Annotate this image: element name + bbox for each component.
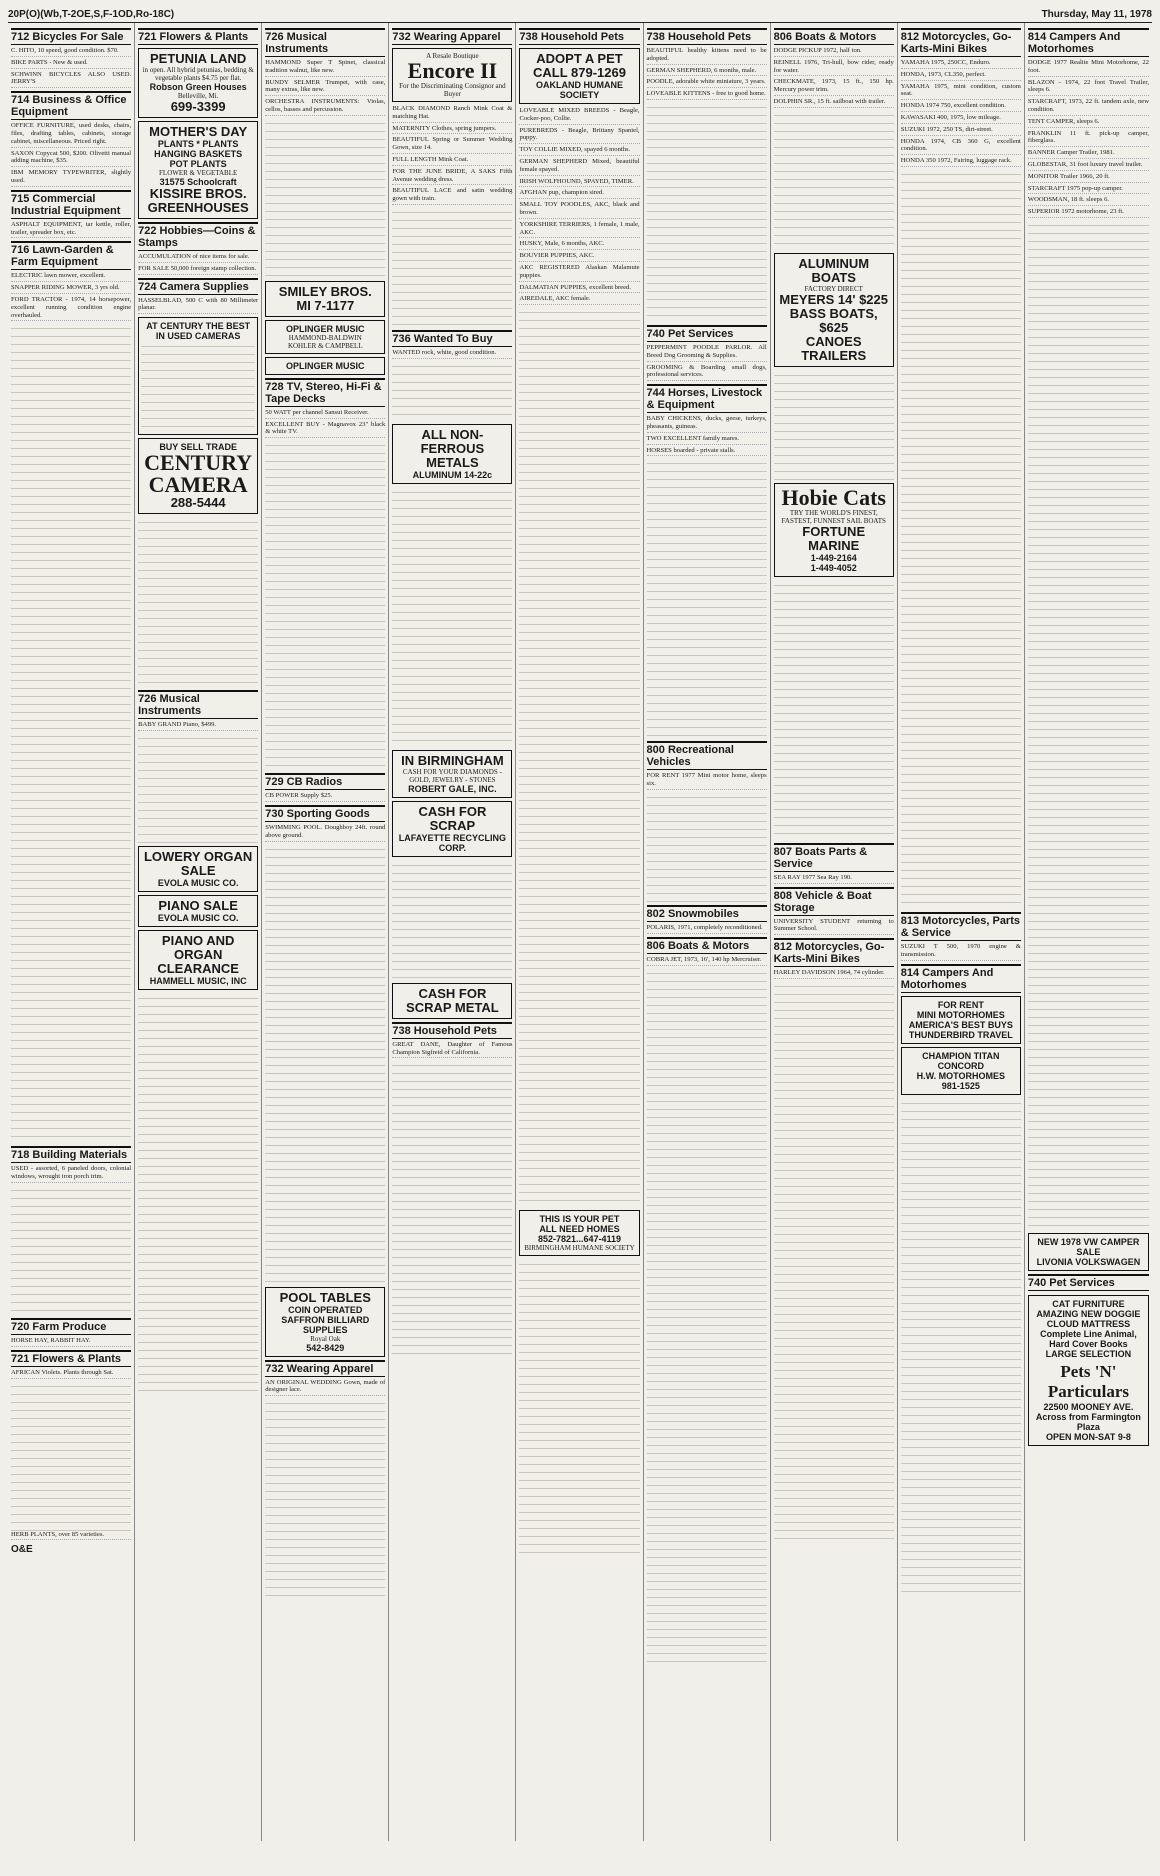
ad-text-block [138, 993, 258, 1393]
classified-ad: CHECKMATE, 1973, 15 ft., 150 hp. Mercury power trim. [774, 78, 894, 96]
price-list [141, 341, 255, 431]
classified-ad: FOR RENT 1977 Mini motor home, sleeps six. [647, 772, 767, 790]
classified-ad: IBM MEMORY TYPEWRITER, slightly used. [11, 169, 131, 187]
ad-text-block [647, 102, 767, 322]
section-header: 721 Flowers & Plants [138, 28, 258, 45]
ad-line: CAT FURNITURE [1052, 1298, 1125, 1309]
ad-name: H.W. MOTORHOMES [916, 1070, 1005, 1081]
column-3 [262, 23, 389, 1841]
display-ad-lafayette [392, 801, 512, 857]
display-ad-mothers-day [138, 121, 258, 219]
ad-title: SMILEY BROS. [278, 283, 372, 299]
ad-title: MINI MOTORHOMES [916, 1009, 1005, 1020]
ad-text-block [265, 1398, 385, 1598]
column-5 [516, 23, 643, 1841]
display-ad-encore [392, 48, 512, 102]
classified-ad: EXCELLENT BUY - Magnavox 23" black & white TV. [265, 421, 385, 439]
classified-ad: C. HITO, 10 speed, good condition. $70. [11, 47, 131, 57]
classified-ad: FORD TRACTOR - 1974, 14 horsepower, excellent running condition engine overhauled. [11, 296, 131, 321]
classified-ad: SUZUKI T 500, 1970 engine & transmission. [901, 943, 1021, 961]
classified-ad: BLAZON - 1974, 22 foot Travel Trailer, sleeps 6. [1028, 79, 1149, 97]
ad-text-block [901, 1098, 1021, 1598]
classified-ad: SEA RAY 1977 Sea Ray 190. [774, 874, 894, 884]
ad-text-block [392, 1060, 512, 1360]
section-header: 714 Business & Office Equipment [11, 91, 131, 120]
section-header: 730 Sporting Goods [265, 805, 385, 822]
classified-ad: BIKE PARTS - New & used. [11, 59, 131, 69]
classified-ad: BOUVIER PUPPIES, AKC. [519, 252, 639, 262]
display-ad-pool-tables [265, 1287, 385, 1357]
classified-ad: BEAUTIFUL Spring or Summer Wedding Gown, size 14. [392, 136, 512, 154]
section-header: 802 Snowmobiles [647, 905, 767, 922]
ad-title: OPLINGER MUSIC [286, 323, 365, 334]
ad-address: 22500 MOONEY AVE. Across from Farmington Plaza [1035, 1401, 1141, 1432]
column-9 [1025, 23, 1152, 1841]
section-header: 726 Musical Instruments [265, 28, 385, 57]
classified-page [8, 6, 1152, 1862]
classified-ad: FULL LENGTH Mink Coat. [392, 156, 512, 166]
ad-title: CASH FOR SCRAP METAL [406, 985, 499, 1015]
classified-ad: HARLEY DAVIDSON 1964, 74 cylinder. [774, 969, 894, 979]
section-header: 738 Household Pets [519, 28, 639, 45]
ad-name: THUNDERBIRD TRAVEL [908, 1029, 1013, 1040]
ad-text-block [774, 580, 894, 840]
ad-text-block [901, 169, 1021, 909]
ad-text-block [11, 323, 131, 1143]
section-header: 800 Recreational Vehicles [647, 741, 767, 770]
classified-ad: MATERNITY Clothes, spring jumpers. [392, 125, 512, 135]
classified-ad: HASSELBLAD, 500 C with 80 Millimeter planar. [138, 297, 258, 315]
ad-text-block [647, 968, 767, 1668]
section-header: 718 Building Materials [11, 1146, 131, 1163]
section-header: 812 Motorcycles, Go-Karts-Mini Bikes [774, 938, 894, 967]
classified-ad: DODGE 1977 Realite Mini Motorhome, 22 foot. [1028, 59, 1149, 77]
ad-text-block [392, 860, 512, 980]
classified-ad: YAMAHA 1975, 250CC, Enduro. [901, 59, 1021, 69]
ad-line: BUY SELL TRADE [159, 442, 237, 453]
classified-ad: LOVEABLE MIXED BREEDS - Beagle, Cocker-poo, Collie. [519, 107, 639, 125]
classified-ad: MONITOR Trailer 1966, 20 ft. [1028, 173, 1149, 183]
classified-ad: GREAT DANE, Daughter of Famous Champion Sigfreid of California. [392, 1041, 512, 1059]
ad-title: CHAMPION TITAN CONCORD [922, 1050, 1000, 1071]
classified-ad: OFFICE FURNITURE, used desks, chairs, files, drafting tables, cabinets, storage cabinet, miscellaneous. Priced right. [11, 122, 131, 147]
classified-ad: ASPHALT EQUIPMENT, tar kettle, roller, trailer, spreader box, etc. [11, 221, 131, 239]
display-ad-oplinger [265, 320, 385, 354]
ad-name: SAFFRON BILLIARD SUPPLIES [281, 1314, 370, 1335]
ad-title: PIANO AND ORGAN CLEARANCE [157, 932, 239, 976]
display-ad-scrap-metal [392, 983, 512, 1019]
classified-ad: CB POWER Supply $25. [265, 792, 385, 802]
ad-title: CENTURY CAMERA [144, 450, 253, 498]
section-header: 722 Hobbies—Coins & Stamps [138, 222, 258, 251]
section-header: 715 Commercial Industrial Equipment [11, 190, 131, 219]
classified-ad: PEPPERMINT POODLE PARLOR. All Breed Dog Grooming & Supplies. [647, 344, 767, 362]
ad-title: AT CENTURY THE BEST [146, 321, 251, 332]
classified-ad: GERMAN SHEPHERD, 6 months, male. [647, 67, 767, 77]
display-ad-robert-gale [392, 750, 512, 798]
display-ad-fortune-marine [774, 483, 894, 577]
ad-name: EVOLA MUSIC CO. [157, 877, 239, 888]
display-ad-lowery [138, 846, 258, 892]
classified-ad: SUPERIOR 1972 motorhome, 23 ft. [1028, 208, 1149, 218]
display-ad-pets-n-particulars [1028, 1295, 1149, 1446]
section-header: 729 CB Radios [265, 773, 385, 790]
ad-title: LOWERY ORGAN SALE [143, 848, 253, 878]
section-header: 721 Flowers & Plants [11, 1350, 131, 1367]
display-ad-smiley [265, 281, 385, 317]
ad-line: FACTORY DIRECT [804, 284, 863, 293]
ad-line: COIN OPERATED [288, 1304, 363, 1315]
ad-line: AMAZING NEW DOGGIE CLOUD MATTRESS [1036, 1308, 1141, 1329]
ad-text-block [519, 307, 639, 1207]
ad-address: 31575 Schoolcraft [159, 177, 237, 187]
ad-line: AMERICA'S BEST BUYS [908, 1019, 1013, 1030]
classified-ad: DOLPHIN SR., 15 ft. sailboat with trailer. [774, 98, 894, 108]
ad-text-block [265, 844, 385, 1284]
column-1 [8, 23, 135, 1841]
column-6 [644, 23, 771, 1841]
edition-code: 20P(O)(Wb,T-2OE,S,F-1OD,Ro-18C) [8, 8, 175, 20]
section-header: 720 Farm Produce [11, 1318, 131, 1335]
classified-ad: REINELL 1976, Tri-hull, bow rider, ready for water. [774, 59, 894, 77]
ad-title: NEW 1978 VW CAMPER SALE [1037, 1236, 1140, 1257]
display-ad-century-camera [138, 438, 258, 514]
ad-line: FLOWER & VEGETABLE [159, 169, 238, 177]
ad-line: TRAILERS [801, 347, 867, 363]
section-header: 740 Pet Services [647, 325, 767, 342]
ad-line: ALUMINUM 14-22c [412, 469, 493, 480]
classified-ad: UNIVERSITY STUDENT returning to Summer School. [774, 918, 894, 936]
ad-title: PETUNIA LAND [150, 51, 247, 66]
classified-ad: STARCRAFT, 1973, 22 ft. tandem axle, new condition. [1028, 98, 1149, 116]
section-header: 807 Boats Parts & Service [774, 843, 894, 872]
ad-title: THIS IS YOUR PET [539, 1214, 620, 1225]
ad-text: in open. All hybrid petunias, bedding & vegetable plants $4.75 per flat. [142, 66, 254, 82]
classified-ad: HORSES boarded - private stalls. [647, 447, 767, 457]
classified-ad: WANTED rock, white, good condition. [392, 349, 512, 359]
classified-ad: SWIMMING POOL. Doughboy 24ft. round above ground. [265, 824, 385, 842]
classified-ad: COBRA JET, 1973, 16', 140 hp Mercruiser. [647, 956, 767, 966]
classified-ad: HONDA, 1973, CL350, perfect. [901, 71, 1021, 81]
section-header: 738 Household Pets [392, 1022, 512, 1039]
ad-title: Encore II [407, 58, 498, 83]
ad-phone: 699-3399 [170, 99, 226, 114]
classified-ad: AIREDALE, AKC female. [519, 295, 639, 305]
section-header: 728 TV, Stereo, Hi-Fi & Tape Decks [265, 378, 385, 407]
section-header: 724 Camera Supplies [138, 278, 258, 295]
classified-ad: AFGHAN pup, champion sired. [519, 189, 639, 199]
display-ad-metals [392, 424, 512, 484]
columns [8, 23, 1152, 1841]
column-7 [771, 23, 898, 1841]
ad-phone: 1-449-2164 [810, 552, 857, 563]
classified-ad: KAWASAKI 400, 1975, low mileage. [901, 114, 1021, 124]
ad-name: ROBERT GALE, INC. [408, 783, 497, 794]
classified-ad: BEAUTIFUL healthy kittens need to be adopted. [647, 47, 767, 65]
classified-ad: BEAUTIFUL LACE and satin wedding gown with train. [392, 187, 512, 205]
classified-ad: FOR SALE 50,000 foreign stamp collection. [138, 265, 258, 275]
ad-phone: MI 7-1177 [296, 297, 355, 313]
section-header: 814 Campers And Motorhomes [1028, 28, 1149, 57]
display-ad-vw-camper [1028, 1233, 1149, 1271]
ad-title: IN BIRMINGHAM [401, 752, 504, 768]
ad-line: BASS BOATS, $625 [789, 305, 878, 335]
classified-ad: POLARIS, 1971, completely reconditioned. [647, 924, 767, 934]
classified-ad: TWO EXCELLENT family mares. [647, 435, 767, 445]
classified-ad: FOR THE JUNE BRIDE, A SAKS Fifth Avenue wedding dress. [392, 168, 512, 186]
ad-line: For the Discriminating Consignor and Buyer [399, 82, 506, 98]
ad-line: LARGE SELECTION [1045, 1348, 1132, 1359]
classified-ad: HONDA 1974, CB 360 G, excellent condition. [901, 138, 1021, 156]
classified-ad: HERB PLANTS, over 85 varieties. [11, 1531, 131, 1541]
ad-text-block [774, 981, 894, 1541]
ad-text-block [647, 792, 767, 902]
classified-ad: SAXON Copycat 500, $200. Olivetti manual adding machine, $35. [11, 150, 131, 168]
ad-hours: OPEN MON-SAT 9-8 [1046, 1431, 1131, 1442]
ad-line: IN USED CAMERAS [155, 331, 241, 342]
classified-ad: HAMMOND Super T Spinet, classical tradition walnut, like new. [265, 59, 385, 77]
classified-ad: SMALL TOY POODLES, AKC, black and brown. [519, 201, 639, 219]
classified-ad: YORKSHIRE TERRIERS, 1 female, 1 male, AKC. [519, 221, 639, 239]
classified-ad: TENT CAMPER, sleeps 6. [1028, 118, 1149, 128]
issue-date: Thursday, May 11, 1978 [1041, 8, 1152, 20]
ad-line: ALL NEED HOMES [539, 1224, 620, 1235]
column-8 [898, 23, 1025, 1841]
section-header: 814 Campers And Motorhomes [901, 964, 1021, 993]
classified-ad: STARCRAFT 1975 pop-up camper. [1028, 185, 1149, 195]
classified-ad: AFRICAN Violets. Plants through Sat. [11, 1369, 131, 1379]
classified-ad: GROOMING & Boarding small dogs, professional services. [647, 364, 767, 382]
section-header: 744 Horses, Livestock & Equipment [647, 384, 767, 413]
classified-ad: BLACK DIAMOND Ranch Mink Coat & matching Hat. [392, 105, 512, 123]
display-ad-oplinger-2 [265, 357, 385, 375]
classified-ad: BUNDY SELMER Trumpet, with case, many extras, like new. [265, 79, 385, 97]
ad-text-block [1028, 220, 1149, 1230]
ad-title: CASH FOR SCRAP [418, 803, 487, 833]
display-ad-piano-sale [138, 895, 258, 927]
classified-ad: ELECTRIC lawn mower, excellent. [11, 272, 131, 282]
classified-ad: WOODSMAN, 18 ft. sleeps 6. [1028, 196, 1149, 206]
classified-ad: SUZUKI 1972, 250 TS, dirt-street. [901, 126, 1021, 136]
ad-line: MEYERS 14' $225 [779, 291, 889, 307]
page-footer: O&E [11, 1544, 33, 1556]
ad-text-block [11, 1381, 131, 1531]
ad-line: A Resale Boutique [426, 52, 479, 60]
ad-text-block [265, 118, 385, 278]
classified-ad: HONDA 350 1972, Fairing, luggage rack. [901, 157, 1021, 167]
classified-ad: DALMATIAN PUPPIES, excellent breed. [519, 284, 639, 294]
classified-ad: BABY GRAND Piano, $499. [138, 721, 258, 731]
classified-ad: USED - assorted, 6 paneled doors, colonial windows, wrought iron porch trim. [11, 1165, 131, 1183]
section-header: 732 Wearing Apparel [392, 28, 512, 45]
ad-phone: 981-1525 [941, 1080, 980, 1091]
ad-name: LIVONIA VOLKSWAGEN [1036, 1256, 1141, 1267]
ad-text-block [138, 517, 258, 687]
classified-ad: YAMAHA 1975, mint condition, custom seat. [901, 83, 1021, 101]
classified-ad: AKC REGISTERED Alaskan Malamute puppies. [519, 264, 639, 282]
ad-name: Robson Green Houses [149, 82, 247, 92]
masthead [8, 6, 1152, 23]
ad-line: FOR RENT [937, 999, 984, 1010]
classified-ad: POODLE, adorable white miniature, 3 years. [647, 78, 767, 88]
classified-ad: ACCUMULATION of nice items for sale. [138, 253, 258, 263]
display-ad-century-used [138, 317, 258, 435]
ad-line: PLANTS * PLANTS [157, 139, 239, 149]
ad-title: PIANO SALE [158, 897, 238, 913]
ad-phone: 288-5444 [170, 495, 226, 511]
classified-ad: 50 WATT per channel Sansui Receiver. [265, 409, 385, 419]
section-header: 808 Vehicle & Boat Storage [774, 887, 894, 916]
ad-phone: CALL 879-1269 [533, 65, 626, 80]
classified-ad: GERMAN SHEPHERD Mixed, beautiful female spayed. [519, 158, 639, 176]
ad-name: KISSIRE BROS. GREENHOUSES [147, 186, 249, 215]
ad-line: Complete Line Animal, Hard Cover Books [1040, 1328, 1137, 1349]
section-header: 726 Musical Instruments [138, 690, 258, 719]
classified-ad: AN ORIGINAL WEDDING Gown, made of designer lace. [265, 1379, 385, 1397]
display-ad-petunia-land [138, 48, 258, 118]
display-ad-adopt-a-pet [519, 48, 639, 104]
ad-line: KOHLER & CAMPBELL [287, 341, 363, 350]
ad-city: Belleville, Mi. [177, 92, 219, 100]
ad-text-block [265, 440, 385, 770]
section-header: 716 Lawn-Garden & Farm Equipment [11, 241, 131, 270]
ad-title: ALL NON-FERROUS METALS [420, 426, 485, 470]
classified-ad: IRISH WOLFHOUND, SPAYED, TIMER. [519, 178, 639, 188]
ad-title: ADOPT A PET [536, 51, 623, 66]
ad-text-block [138, 733, 258, 843]
display-ad-hammell [138, 930, 258, 990]
classified-ad: HONDA 1974 750, excellent condition. [901, 102, 1021, 112]
ad-text-block [647, 458, 767, 738]
ad-name: FORTUNE MARINE [802, 523, 866, 553]
ad-name: BIRMINGHAM HUMANE SOCIETY [524, 1244, 635, 1253]
section-header: 806 Boats & Motors [647, 937, 767, 954]
ad-title: OPLINGER MUSIC [286, 360, 365, 371]
display-ad-birmingham-humane [519, 1210, 639, 1256]
classified-ad: LOVEABLE KITTENS - free to good home. [647, 90, 767, 100]
ad-phone: 542-8429 [306, 1342, 345, 1353]
section-header: 813 Motorcycles, Parts & Service [901, 912, 1021, 941]
ad-name: OAKLAND HUMANE SOCIETY [535, 80, 623, 100]
ad-line: TRY THE WORLD'S FINEST, FASTEST, FUNNEST SAIL BOATS [781, 508, 886, 525]
classified-ad: BABY CHICKENS, ducks, geese, turkeys, pheasants, guineas. [647, 415, 767, 433]
ad-text-block [392, 207, 512, 327]
ad-text-block [774, 110, 894, 250]
ad-name: LAFAYETTE RECYCLING CORP. [398, 832, 506, 853]
classified-ad: FRANKLIN 11 ft. pick-up camper, fiberglass. [1028, 130, 1149, 148]
ad-phone: 1-449-4052 [810, 562, 857, 573]
classified-ad: HUSKY, Male, 6 months, AKC. [519, 240, 639, 250]
section-header: 736 Wanted To Buy [392, 330, 512, 347]
classified-ad: BANNER Camper Trailer, 1981. [1028, 149, 1149, 159]
classified-ad: TOY COLLIE MIXED, spayed 6 months. [519, 146, 639, 156]
classified-ad: ORCHESTRA INSTRUMENTS: Violas, cellos, basses and percussion. [265, 98, 385, 116]
ad-line: HANGING BASKETS [154, 149, 243, 159]
ad-text-block [392, 487, 512, 747]
display-ad-hw-motorhomes [901, 1047, 1021, 1095]
ad-name: HAMMELL MUSIC, INC [149, 975, 247, 986]
ad-name: EVOLA MUSIC CO. [157, 912, 239, 923]
column-4 [389, 23, 516, 1841]
ad-text-block [774, 370, 894, 480]
ad-phone: 852-7821...647-4119 [537, 1234, 622, 1245]
column-2 [135, 23, 262, 1841]
ad-text-block [519, 1259, 639, 1559]
classified-ad: DODGE PICKUP 1972, half ton. [774, 47, 894, 57]
classified-ad: PUREBREDS - Beagle, Brittany Spaniel, puppy. [519, 127, 639, 145]
ad-line: HAMMOND-BALDWIN [288, 333, 362, 342]
ad-title: Hobie Cats [781, 484, 886, 510]
ad-title: MOTHER'S DAY [149, 124, 248, 139]
ad-text-block [392, 361, 512, 421]
section-header: 806 Boats & Motors [774, 28, 894, 45]
ad-title: ALUMINUM BOATS [798, 255, 870, 285]
ad-text-block [11, 1185, 131, 1315]
classified-ad: SCHWINN BICYCLES ALSO USED. JERRY'S [11, 71, 131, 89]
section-header: 712 Bicycles For Sale [11, 28, 131, 45]
display-ad-mini-motorhomes [901, 996, 1021, 1044]
ad-line: CANOES [805, 333, 862, 349]
classified-ad: HORSE HAY, RABBIT HAY. [11, 1337, 131, 1347]
ad-title: POOL TABLES [279, 1289, 371, 1305]
section-header: 740 Pet Services [1028, 1274, 1149, 1291]
ad-address: Royal Oak [310, 1334, 341, 1343]
classified-ad: GLOBESTAR, 31 foot luxury travel trailer. [1028, 161, 1149, 171]
display-ad-aluminum-boats [774, 253, 894, 367]
store-logo: Pets 'N' Particulars [1047, 1361, 1130, 1401]
classified-ad: SNAPPER RIDING MOWER, 3 yrs old. [11, 284, 131, 294]
ad-line: CASH FOR YOUR DIAMONDS - GOLD, JEWELRY - STONES [402, 767, 502, 784]
ad-line: POT PLANTS [169, 159, 227, 169]
section-header: 732 Wearing Apparel [265, 1360, 385, 1377]
section-header: 738 Household Pets [647, 28, 767, 45]
section-header: 812 Motorcycles, Go-Karts-Mini Bikes [901, 28, 1021, 57]
